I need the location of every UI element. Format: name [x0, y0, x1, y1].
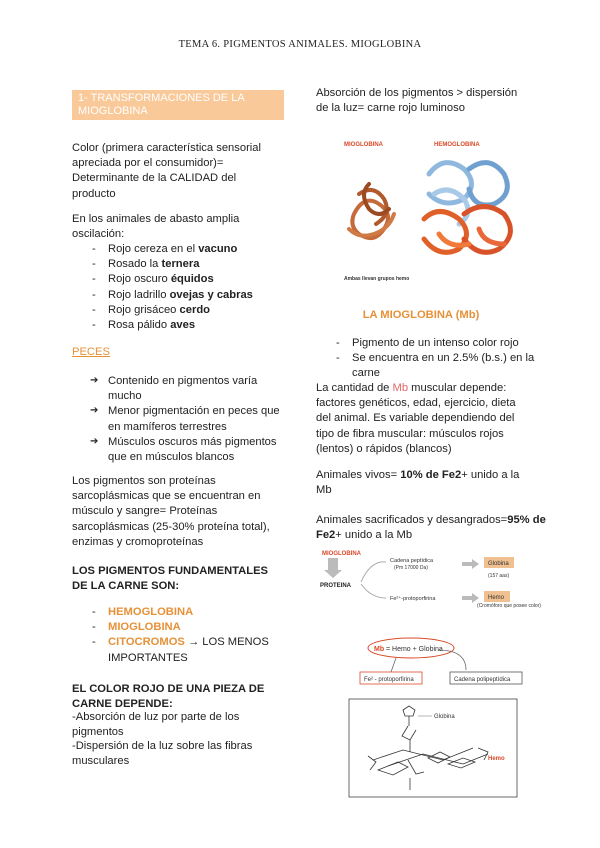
eq-box2: Cadena polipeptídica: [454, 677, 511, 683]
list-item: - Rosado la ternera: [72, 257, 292, 272]
hemoglobin-structure: [424, 163, 510, 253]
diagram-cadena-sub: (Pm 17000 Da): [394, 565, 428, 571]
pigments-paragraph: Los pigmentos son proteínas sarcoplásmicas que se encuentran en músculo y sangre= Proteínas sarcoplásmicas (25-30% proteína total), enzimas y cromoproteínas: [72, 475, 270, 548]
myoglobin-structure: [349, 184, 394, 238]
species-intro: En los animales de abasto amplia oscilación:: [72, 213, 240, 241]
list-item: - HEMOGLOBINA: [72, 605, 292, 620]
diagram-hemo: Hemo: [488, 595, 505, 601]
species-list: [72, 242, 292, 333]
heme-structure-diagram: [348, 698, 518, 798]
list-item: ➔ Menor pigmentación en peces que en mamíferos terrestres: [72, 404, 288, 434]
diagram-proteina-label: PROTEINA: [320, 583, 352, 589]
peces-list: [72, 374, 288, 465]
figure-caption: Ambas llevan grupos hemo: [344, 276, 410, 282]
fundamental-pigments-heading: LOS PIGMENTOS FUNDAMENTALES DE LA CARNE SON:: [72, 565, 268, 593]
page-title: TEMA 6. PIGMENTOS ANIMALES. MIOGLOBINA: [178, 39, 422, 50]
animales-sacrificados: Animales sacrificados y desangrados=95% de Fe2+ unido a la Mb: [316, 514, 546, 542]
absorption-paragraph: Absorción de los pigmentos > dispersión de la luz= carne rojo luminoso: [316, 87, 518, 115]
list-item: - Rosa pálido aves: [72, 318, 292, 333]
list-item: - Rojo ladrillo ovejas y cabras: [72, 288, 292, 303]
list-item: - CITOCROMOS → LOS MENOS IMPORTANTES: [72, 635, 292, 665]
list-item: - MIOGLOBINA: [72, 620, 292, 635]
mb-dependence-paragraph: La cantidad de Mb muscular depende: factores genéticos, edad, ejercicio, dieta del animal. Es variable dependiendo del tipo de fibra muscular: músculos rojos (lentos) o rápidos (blancos): [316, 382, 516, 455]
label-mioglobina: MIOGLOBINA: [344, 142, 383, 148]
red-color-item-2: -Dispersión de la luz sobre las fibras musculares: [72, 740, 253, 768]
list-item: ➔ Músculos oscuros más pigmentos que en músculos blancos: [72, 435, 288, 465]
red-color-item-1: -Absorción de luz por parte de los pigmentos: [72, 711, 240, 739]
diagram-protoporfirina: Fe²⁺-protoporfirina: [390, 596, 436, 602]
list-item: - Rojo oscuro équidos: [72, 272, 292, 287]
mb-equation-diagram: [346, 636, 546, 688]
diagram-globina: Globina: [488, 561, 509, 567]
heme-hemo-label: Hemo: [488, 756, 505, 762]
heme-globina-label: Globina: [434, 714, 455, 720]
eq-rest: = Hemo + Globina: [386, 646, 443, 653]
color-paragraph: Color (primera característica sensorial apreciada por el consumidor)= Determinante de la CALIDAD del producto: [72, 142, 262, 200]
myoglobin-composition-diagram: [316, 546, 546, 626]
list-item: - Pigmento de un intenso color rojo: [316, 336, 536, 351]
list-item: - Rojo grisáceo cerdo: [72, 303, 292, 318]
list-item: - Se encuentra en un 2.5% (b.s.) en la carne: [316, 351, 536, 381]
diagram-cadena: Cadena peptídica: [390, 558, 434, 564]
diagram-globina-sub: (157 aas): [488, 573, 510, 579]
mioglobina-list: [316, 336, 536, 382]
eq-mb: Mb: [374, 646, 385, 653]
mioglobina-heading: LA MIOGLOBINA (Mb): [362, 309, 480, 321]
peces-heading: PECES: [72, 346, 110, 358]
list-item: ➔ Contenido en pigmentos varía mucho: [72, 374, 288, 404]
section-heading-transformaciones: 1- TRANSFORMACIONES DE LA MIOGLOBINA: [72, 90, 284, 120]
eq-box1: Fe² - protoporfirina: [364, 677, 414, 683]
diagram-hemo-sub: (Cromóforo que posee color): [477, 603, 541, 609]
list-item: - Rojo cereza en el vacuno: [72, 242, 292, 257]
fundamental-pigments-list: [72, 605, 292, 666]
animales-vivos: Animales vivos= 10% de Fe2+ unido a la Mb: [316, 469, 520, 497]
myoglobin-hemoglobin-figure: [334, 134, 534, 284]
label-hemoglobina: HEMOGLOBINA: [434, 142, 480, 148]
red-color-heading: EL COLOR ROJO DE UNA PIEZA DE CARNE DEPENDE:: [72, 683, 265, 711]
diagram-mio-label: MIOGLOBINA: [322, 551, 361, 557]
